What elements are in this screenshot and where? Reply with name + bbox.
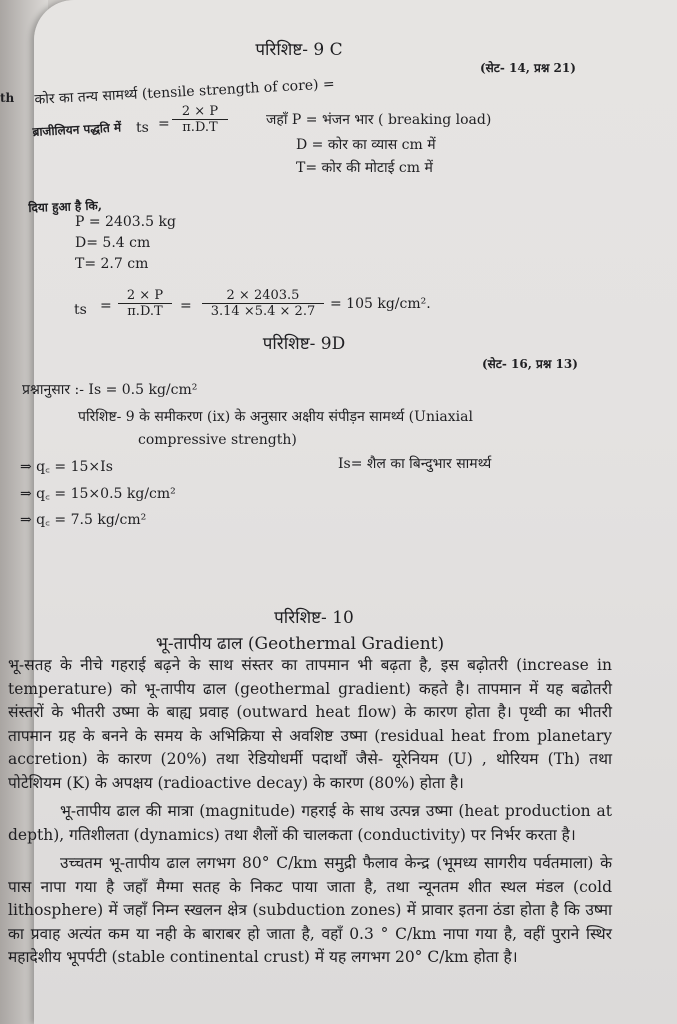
fraction-denominator: π.D.T: [182, 120, 218, 135]
is-given-line: प्रश्नानुसार :- Is = 0.5 kg/cm²: [22, 382, 198, 398]
book-page: [8, 0, 677, 1024]
tensile-strength-line: कोर का तन्य सामर्थ्य (tensile strength of core) =: [34, 76, 336, 108]
paragraph-2: भू-तापीय ढाल की मात्रा (magnitude) गहराई के साथ उत्पन्न उष्मा (heat production at depth), गतिशीलता (dynamics) तथा शैलों की चालकता (conductivity) पर निर्भर करता है।: [8, 802, 612, 844]
brazilian-method-label: ब्राजीलियन पद्धति में: [32, 120, 122, 139]
calc-result: = 105 kg/cm².: [330, 296, 431, 312]
fraction-numerator: 2 × P: [172, 104, 228, 120]
ref-9d: (सेट- 16, प्रश्न 13): [482, 357, 578, 371]
calc-ts-symbol: ts: [74, 302, 87, 318]
qc-step-3: ⇒ q꜀ = 7.5 kg/cm²: [20, 512, 147, 528]
given-label: दिया हुआ है कि,: [28, 198, 103, 215]
is-definition: Is= शैल का बिन्दुभार सामर्थ्य: [338, 456, 492, 472]
d-value: D= 5.4 cm: [75, 235, 151, 251]
heading-10: परिशिष्ट- 10: [274, 608, 354, 628]
qc-step-1: ⇒ q꜀ = 15×Is: [20, 459, 113, 475]
paragraph-3: उच्चतम भू-तापीय ढाल लगभग 80° C/km समुद्री फैलाव केन्द्र (भूमध्य सागरीय पर्वतमाला) के पास नापा गया है जहाँ मैग्मा सतह के निकट पाया जाता है, तथा न्यूनतम शीत स्थल मंडल (cold lithosphere) में जहाँ निम्न स्खलन क्षेत्र (subduction zones) में प्रावार इतना ठंडा होता है कि उष्मा का प्रवाह अत्यंत कम या नही के बाराबर हो जाता है, वहाँ 0.3 ° C/km नापा गया है, वहीं पुराने स्थिर महादेशीय भूपर्पटी (stable continental crust) में यह लगभग 20° C/km होता है।: [8, 854, 612, 967]
calc-numeric-numerator: 2 × 2403.5: [202, 288, 324, 304]
where-d: D = कोर का व्यास cm में: [296, 137, 436, 153]
where-t: T= कोर की मोटाई cm में: [296, 160, 433, 176]
calc-symbolic-numerator: 2 × P: [118, 288, 172, 304]
formula-fraction: [172, 104, 228, 135]
where-p: जहाँ P = भंजन भार ( breaking load): [266, 112, 492, 128]
calc-fraction-symbolic: [118, 288, 172, 319]
p-value: P = 2403.5 kg: [75, 214, 176, 230]
calc-numeric-denominator: 3.14 ×5.4 × 2.7: [210, 304, 316, 319]
geothermal-title: भू-तापीय ढाल (Geothermal Gradient): [155, 634, 445, 654]
ref-9c: (सेट- 14, प्रश्न 21): [480, 61, 576, 75]
calc-fraction-numeric: [202, 288, 324, 319]
t-value: T= 2.7 cm: [75, 256, 149, 272]
equation-reference: परिशिष्ट- 9 के समीकरण (ix) के अनुसार अक्षीय संपीड़न सामर्थ्य (Uniaxial: [78, 409, 473, 425]
calc-equals-2: =: [180, 298, 192, 314]
calc-symbolic-denominator: π.D.T: [127, 304, 163, 319]
edge-mark-text: th: [0, 91, 15, 105]
paragraph-1: भू-सतह के नीचे गहराई बढ़ने के साथ संस्तर का तापमान भी बढ़ता है, इस बढ़ोतरी (increase in temperature) को भू-तापीय ढाल (geothermal gradient) कहते है। तापमान में यह बढोतरी संस्तरों के भीतरी उष्मा के बाह्य प्रवाह (outward heat flow) के कारण होता है। पृथ्वी का भीतरी तापमान ग्रह के बनने के समय के अभिक्रिया से अवशिष्ट उष्मा (residual heat from planetary accretion) के कारण (20%) तथा रेडियोधर्मी पदार्थों जैसे- यूरेनियम (U) , थोरियम (Th) तथा पोटेशियम (K) के अपक्षय (radioactive decay) के कारण (80%) होता है।: [8, 656, 612, 792]
calc-equals-1: =: [100, 298, 112, 314]
qc-step-2: ⇒ q꜀ = 15×0.5 kg/cm²: [20, 486, 176, 502]
heading-9d: परिशिष्ट- 9D: [262, 334, 346, 354]
equation-reference-cont: compressive strength): [138, 432, 297, 448]
heading-9c: परिशिष्ट- 9 C: [255, 40, 343, 60]
ts-symbol: ts: [136, 120, 149, 136]
equals-sign: =: [158, 116, 170, 132]
